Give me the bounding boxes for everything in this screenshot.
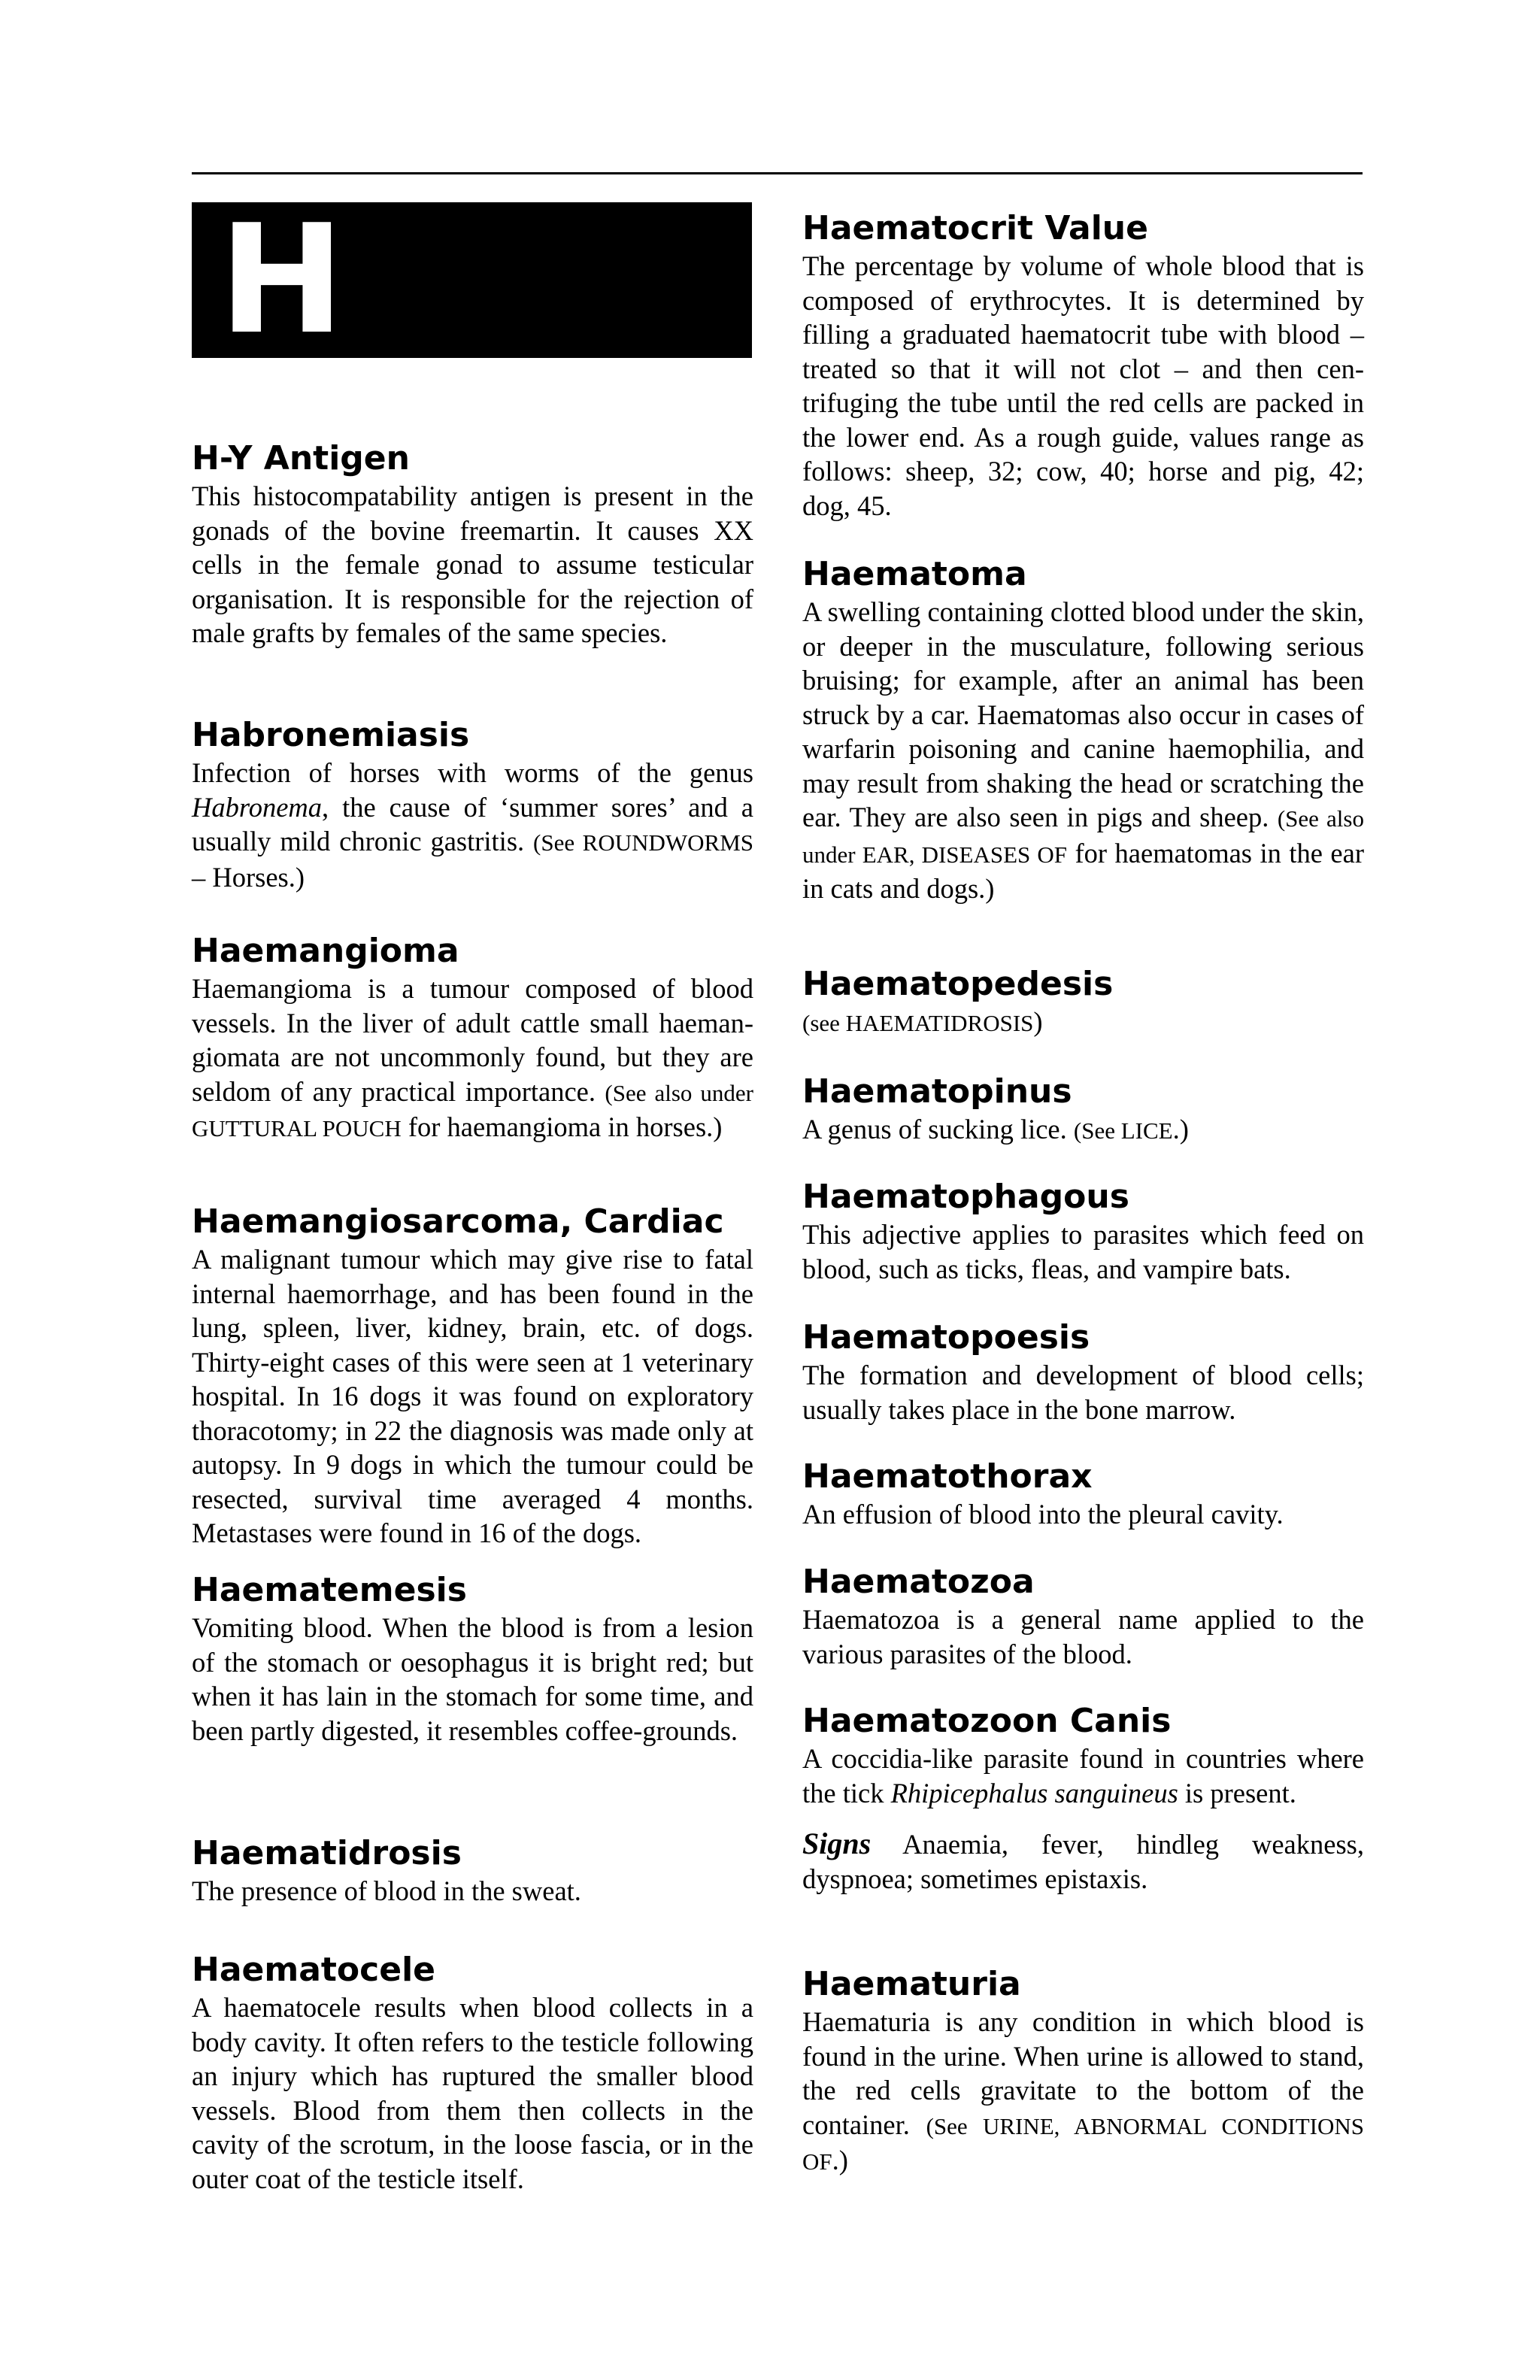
dictionary-entry [802,208,1364,523]
top-rule [192,172,1363,174]
entry-title: Haematemesis [192,1571,467,1609]
dictionary-entry [802,1562,1364,1671]
entry-title: Haemangioma [192,932,459,970]
entry-definition [802,1112,1364,1148]
dictionary-entry [192,1833,753,1909]
dictionary-entry [802,1964,1364,2179]
text-run: Haematuria is any condition in which blood is found in the urine. When urine is allowed to stand, the red cells gravitate to the bottom of the container. [802,2006,1364,2140]
text-run: This histocompatability antigen is present in the gonads of the bovine freemartin. It causes XX cells in the female gonad to assume testicular organisation. It is responsible for the rejection of male grafts by females of the same species. [192,481,753,648]
dictionary-entry [192,931,753,1146]
entry-definition [802,1497,1364,1532]
signs-label: Signs [802,1827,872,1860]
entry-definition [192,1990,753,2196]
text-run: (See also under [802,805,1364,868]
entry-definition [192,1874,753,1909]
entry-definition [802,2005,1364,2179]
entry-title: Haematozoon Canis [802,1702,1172,1740]
text-run: , the cause of ‘summer sores’ and a usually mild chronic gastritis. [192,791,753,856]
cross-reference: EAR, DISEASES OF [862,841,1068,868]
entry-definition [802,595,1364,906]
text-run: is present. [1178,1777,1296,1808]
entry-title: Haematocele [192,1951,436,1989]
dictionary-entry [192,1202,753,1551]
entry-title: Haematidrosis [192,1834,462,1872]
entry-definition [192,1611,753,1748]
text-run: for haematomas in the ear in cats and dogs.) [802,837,1364,904]
dictionary-entry [802,1072,1364,1148]
entry-definition [192,972,753,1146]
italic-term: Habronema [192,791,323,823]
cross-reference: LICE [1120,1117,1173,1144]
dictionary-entry [192,715,753,894]
cross-reference: HAEMATIDROSIS [845,1010,1034,1036]
entry-title: Haematopoesis [802,1318,1090,1357]
entry-title: Haematophagous [802,1178,1129,1216]
entry-title: Habronemiasis [192,716,470,754]
entry-title: Haematopedesis [802,965,1114,1003]
text-run: for haemangioma in horses.) [401,1111,723,1142]
cross-reference: ROUNDWORMS [582,829,753,856]
text-run: A genus of sucking lice. [802,1114,1074,1145]
text-run: (See [926,2112,983,2139]
text-run: Infection of horses with worms of the genus [192,757,753,788]
dictionary-entry [192,1950,753,2196]
entry-definition [802,1358,1364,1426]
entry-definition [802,1742,1364,1810]
dictionary-entry [802,964,1364,1041]
text-run: (See [1073,1117,1121,1144]
entry-definition [802,1602,1364,1671]
section-letter-block [192,193,752,368]
entry-title: Haematocrit Value [802,209,1148,247]
dictionary-entry [802,1317,1364,1426]
section-letter: H [219,193,345,368]
entry-definition [802,1217,1364,1286]
italic-term: Rhipicephalus sanguineus [890,1777,1178,1808]
entry-title: Haematothorax [802,1457,1093,1496]
text-run: The percentage by volume of whole blood that is composed of erythrocytes. It is determined by filling a graduated haematocrit tube with blood – treated so that it will not clot – and then centrifuging the tube until the red cells are packed in the lower end. As a rough guide, values range as follows: sheep, 32; cow, 40; horse and pig, 42; dog, 45. [802,250,1364,521]
text-run: – Horses.) [192,861,305,893]
entry-definition [192,1242,753,1551]
entry-definition [192,756,753,894]
entry-title: Haematoma [802,555,1027,593]
cross-reference: GUTTURAL POUCH [192,1115,402,1141]
text-run: Vomiting blood. When the blood is from a lesion of the stomach or oesophagus it is bright red; but when it has lain in the stomach for some time, and been partly digested, it resembles coffee-grounds. [192,1612,753,1746]
text-run: A malignant tumour which may give rise to fatal internal haemorrhage, and has been found in the lung, spleen, liver, kidney, brain, etc. of dogs. Thirty-eight cases of this were seen at 1 veterinary hospital. In 16 dogs it was found on exploratory thoracotomy; in 22 the diagnosis was made only at autopsy. In 9 dogs in which the tumour could be resected, survival time averaged 4 months. Metastases were found in 16 of the dogs. [192,1244,753,1548]
entry-title: H-Y Antigen [192,439,410,478]
text-run: Haemangioma is a tumour composed of blood vessels. In the liver of adult cattle small haemangiomata are not uncommonly found, but they are seldom of any practical importance. [192,973,753,1107]
text-run: (See [533,829,583,856]
text-run: .) [832,2145,848,2175]
entry-definition [192,479,753,650]
text-run: (See also under [605,1079,753,1106]
dictionary-entry [192,438,753,650]
entry-title: Haematozoa [802,1563,1035,1601]
dictionary-entry [802,1457,1364,1532]
text-run: ) [1033,1006,1043,1037]
dictionary-entry [802,1177,1364,1286]
dictionary-entry [802,554,1364,906]
dictionary-entry [192,1570,753,1748]
text-run: A haematocele results when blood collects in a body cavity. It often refers to the testicle following an injury which has ruptured the smaller blood vessels. Blood from them then collects in the cavity of the scrotum, in the loose fascia, or in the outer coat of the testicle itself. [192,1992,753,2194]
text-run: An effusion of blood into the pleural cavity. [802,1499,1284,1530]
text-run: Anaemia, fever, hindleg weakness, dyspnoea; sometimes epistaxis. [802,1829,1364,1894]
entry-definition [802,249,1364,523]
dictionary-entry [802,1701,1364,1896]
entry-definition [802,1005,1364,1041]
text-run: A swelling containing clotted blood under the skin, or deeper in the musculature, following serious bruising; for example, after an animal has been struck by a car. Haematomas also occur in cases of warfarin poisoning and canine haemophilia, and may result from shaking the head or scratching the ear. They are also seen in pigs and sheep. [802,596,1364,832]
text-run: This adjective applies to parasites which feed on blood, such as ticks, fleas, and vampire bats. [802,1219,1364,1284]
entry-title: Haematuria [802,1965,1021,2003]
entry-title: Haematopinus [802,1072,1072,1111]
text-run: A coccidia-like parasite found in countries where the tick [802,1743,1364,1808]
text-run: (see [802,1010,846,1036]
text-run: The formation and development of blood cells; usually takes place in the bone marrow. [802,1360,1364,1425]
cross-reference: URINE, ABNORMAL CONDITIONS OF [802,2112,1364,2175]
text-run: Haematozoa is a general name applied to the various parasites of the blood. [802,1604,1364,1669]
entry-title: Haemangiosarcoma, Cardiac [192,1202,724,1241]
text-run: .) [1172,1114,1189,1145]
text-run: The presence of blood in the sweat. [192,1875,581,1906]
entry-signs [802,1827,1364,1896]
